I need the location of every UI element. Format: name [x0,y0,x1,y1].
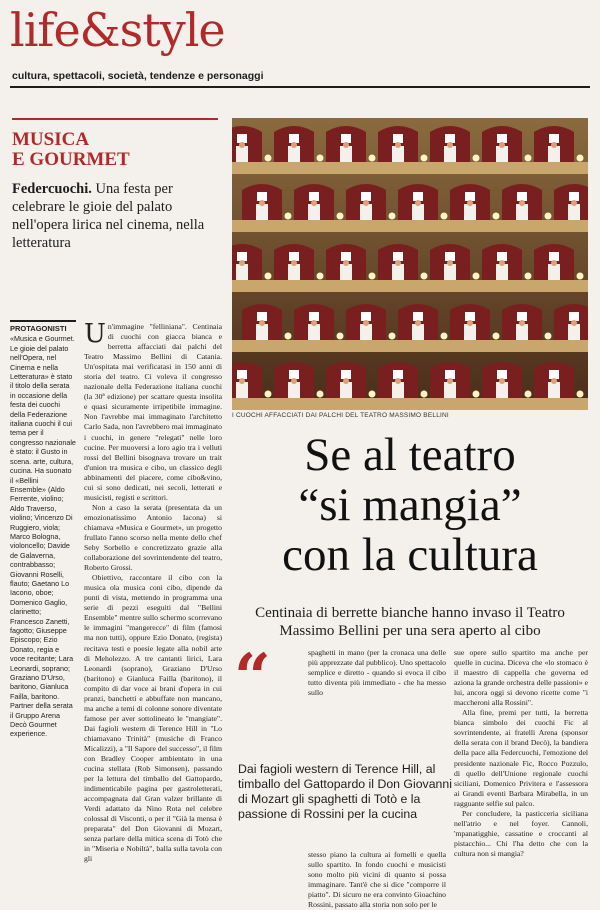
chef-face [499,378,505,384]
chef-figure [464,324,476,340]
headline-line1: Se al teatro [304,429,516,481]
section-rule [12,118,218,120]
balcony-rail [232,340,588,352]
chef-figure [568,324,580,340]
chef-face [291,142,297,148]
chef-face [499,142,505,148]
chef-figure [516,324,528,340]
chef-face [395,260,401,266]
chef-hat [341,370,351,379]
chef-face [239,378,245,384]
article-paragraph: Alla fine, premi per tutti, la berretta bianca simbolo dei cuochi Fic al sovrintendente, ai fratelli Arena (sponsor della serata con il brand Decò), la bandiera della pace alla Federcuochi, l'emozione del presidente nazionale Fic, Rocco Pozzulo, di quello dell'Unione regionale cuochi siciliani, Domenico Privitera e l'assessora ai Grandi eventi Barbara Mirabella, in un ragguante selfie sul palco. [454,708,588,808]
chef-face [447,378,453,384]
chef-figure [288,264,300,280]
sidebar-protagonisti [10,320,76,739]
article-paragraph: Obiettivo, raccontare il cibo con la musica ola musica coni cibo, dipende da punti di vista, mettendo in programma una serie di pezzi eseguiti dal "Bellini Ensemble" mentre sullo schermo scorrevano le immagini "mangerecce" di film (famosi ma non tutti), oppure Ezio Donato, (regista) recitava testi e poesie legate alla nobil arte di Meholezzo. A tre cantanti lirici, Lara Leonardi (soprano), Graziano D'Urso (baritono) e Gianluca Failla (baritono), il compito di dar voce ai brani d'opera in cui pranzi, banchetti e abbuffate non mancano, ma anche a temi di colonne sonore diventate famose per aver sottolineato le "mangiate". Dai fagioli western di Terence Hill in "Lo chiamavano Trinità" (musiche di Franco Micalizzi), a "Il Sapore del successo", il film con Bradley Cooper ambientato in una cucina stellata (Rob Simonsen), passando per la lettura del timballo del Gattopardo, indimenticabile pagina per gastroletterati, accompagnata dal Gran valzer brillante di Verdi adattato da Nino Rota nel celebre colossal di Visconti, o per il "Già la mensa è preparata" del Don Giovanni di Mozart, senza parlare della mitica scena di Totò che in "Miseria e Nobiltà", balla sulla tavola con gli [84,573,222,864]
chef-face [363,320,369,326]
chef-face [551,260,557,266]
article-paragraph: sue opere sullo spartito ma anche per quelle in cucina. Diceva che «lo stomaco è il maestro di cappella che governa ed aziona la grande orchestra delle passioni» e lui, ancora oggi si devono ricette come "i maccheroni alla Rossini". [454,648,588,708]
sidebar-text: «Musica e Gourmet. Le gioie del palato nell'Opera, nel Cinema e nella Letteratura» è stato il titolo della serata in occasione della festa dei cuochi della Federazione italiana cuochi il cui tema per il congresso nazionale è stato: il Gusto in scena. arte, cultura, cucina. Ha suonato il «Bellini Ensemble» (Aldo Ferrente, violino; Aldo Traverso, violino; Vincenzo Di Ruggiero, viola; Marco Bologna, violoncello; Davide de Galaverna, contrabbasso; Giovanni Roselli, flauto; Gaetano Lo Iacono, oboe; Domenico Gaglio, clarinetto; Francesco Zanetti, fagotto; Giuseppe Episcopo; Ezio Donato, regia e voce recitante; Lara Leonardi, soprano; Graziano D'Urso, baritono, Gianluca Failla, baritono. Partner della serata il Gruppo Arena Decò Gourmet experience. [10,334,76,739]
chef-figure [568,204,580,220]
lamp [265,155,272,162]
lamp [421,273,428,280]
lamp [337,333,344,340]
chef-figure [288,382,300,398]
chef-figure [256,204,268,220]
lamp [545,213,552,220]
chef-hat [413,312,423,321]
lamp [473,273,480,280]
chef-face [467,320,473,326]
chef-figure [496,146,508,162]
lamp [285,333,292,340]
chef-face [551,142,557,148]
intro-text [12,180,226,252]
lamp [421,391,428,398]
chef-hat [569,312,579,321]
chef-figure [308,324,320,340]
chef-hat [237,252,247,261]
chef-face [415,320,421,326]
chef-face [395,142,401,148]
lamp [493,333,500,340]
headline-line3: con la cultura [282,529,538,581]
lamp [577,155,584,162]
lamp [525,391,532,398]
chef-face [311,200,317,206]
pull-quote: Dai fagioli western di Terence Hill, al timballo del Gattopardo il Don Giovanni di Mozart gli spaghetti di Totò e la passione di Rossini per la cucina [238,762,452,821]
chef-hat [445,252,455,261]
chef-figure [444,382,456,398]
chef-hat [517,312,527,321]
chef-hat [549,252,559,261]
chef-figure [360,204,372,220]
balcony-rail [232,398,588,410]
chef-figure [308,204,320,220]
chef-hat [413,192,423,201]
chef-face [259,200,265,206]
chef-face [291,378,297,384]
article-paragraph: Per concludere, la pasticceria siciliana nell'atrio e nel foyer. Cannoli, 'mpanatigghie, cassatine e croccanti al pistacchio... Chi l'ha detto che con la cultura non si mangia? [454,808,588,858]
lamp [577,391,584,398]
article-column-3 [454,648,588,859]
chef-face [447,260,453,266]
chef-face [395,378,401,384]
article-column-2-top: spaghetti in mano (per la cronaca una delle più apprezzate dal pubblico). Uno spettacolo semplice e diretto - quando si evoca il cibo tutto diventa più immediato - che ha messo sullo [308,648,446,698]
photo-caption: I CUOCHI AFFACCIATI DAI PALCHI DEL TEATRO MASSIMO BELLINI [232,412,449,419]
lamp [473,391,480,398]
lamp [421,155,428,162]
quote-mark-icon: “ [234,640,271,715]
lamp [369,273,376,280]
headline [232,430,588,580]
chef-figure [236,146,248,162]
chef-hat [517,192,527,201]
chef-hat [393,370,403,379]
chef-hat [445,370,455,379]
chef-hat [569,192,579,201]
chef-face [259,320,265,326]
chef-figure [412,324,424,340]
lamp [577,273,584,280]
chef-hat [497,252,507,261]
lamp [337,213,344,220]
section-label [12,130,130,170]
chef-hat [341,134,351,143]
chef-hat [237,370,247,379]
drop-cap: U [84,319,106,349]
masthead-rule [10,86,590,88]
lamp [493,213,500,220]
chef-face [519,200,525,206]
chef-figure [496,264,508,280]
chef-face [467,200,473,206]
section-label-line1: MUSICA [12,129,90,150]
balcony-rail [232,162,588,174]
lamp [389,333,396,340]
lamp [265,391,272,398]
chef-figure [496,382,508,398]
chef-hat [497,134,507,143]
chef-figure [392,382,404,398]
chef-hat [361,312,371,321]
lamp [441,213,448,220]
article-paragraph: Non a caso la serata (presentata da un emozionatissimo Antonio Iacona) si chiamava «Musica e Gourmet», un progetto frullato l'anno scorso nella mente dello chef Seby Sorbello e concretizzato grazie alla collaborazione del sovrintendente del teatro, Roberto Grossi. [84,502,222,573]
chef-face [447,142,453,148]
chef-hat [445,134,455,143]
lamp [285,213,292,220]
chef-face [415,200,421,206]
intro-body: Una festa per celebrare le gioie del palato nell'opera lirica nel cinema, nella letteratura [12,181,205,251]
lamp [369,155,376,162]
chef-hat [289,252,299,261]
chef-figure [548,264,560,280]
chef-figure [340,146,352,162]
chef-face [571,320,577,326]
article-column-1 [84,319,222,865]
article-paragraph [84,319,222,503]
masthead-tagline: cultura, spettacoli, società, tendenze e personaggi [12,70,264,82]
chef-figure [392,264,404,280]
chef-figure [444,146,456,162]
chef-hat [257,192,267,201]
chef-figure [236,264,248,280]
chef-hat [497,370,507,379]
chef-face [239,260,245,266]
sidebar-heading: PROTAGONISTI [10,320,76,333]
balcony-rail [232,280,588,292]
subheadline: Centinaia di berrette bianche hanno invaso il Teatro Massimo Bellini per una sera aperto al cibo [255,605,565,639]
chef-figure [360,324,372,340]
chef-face [519,320,525,326]
chef-figure [340,382,352,398]
lamp [473,155,480,162]
chef-figure [412,204,424,220]
chef-hat [549,134,559,143]
chef-face [311,320,317,326]
chef-figure [548,146,560,162]
chef-hat [289,134,299,143]
lamp [317,155,324,162]
chef-hat [361,192,371,201]
chef-hat [257,312,267,321]
chef-hat [341,252,351,261]
chef-figure [548,382,560,398]
chef-face [363,200,369,206]
chef-figure [464,204,476,220]
chef-face [239,142,245,148]
balcony-rail [232,220,588,232]
lamp [545,333,552,340]
article-column-2-bottom: stesso piano la cultura ai fornelli e quella sullo spartito. In fondo cuochi e musicisti sono molto più vicini di quanto si possa immaginare. Tant'è che si dice "comporre il piatto". Di sicuro ne era convinto Gioachino Rossini, passato alla storia non solo per le [308,850,446,910]
lamp [317,391,324,398]
lamp [317,273,324,280]
chef-face [551,378,557,384]
lamp [265,273,272,280]
theatre-photo-illustration [232,118,588,410]
chef-hat [465,192,475,201]
lamp [525,155,532,162]
chef-hat [237,134,247,143]
masthead-title: life&style [10,3,225,57]
chef-hat [549,370,559,379]
chef-figure [236,382,248,398]
lamp [525,273,532,280]
article-paragraph-text: n'immagine "felliniana". Centinaia di cuochi con giacca bianca e berretta affacciati dai palchi del Teatro Massimo Bellini di Catania. Un'ospitata mai verificatasi in 150 anni di storia del teatro. Ci voleva il congresso nazionale della Federazione italiana cuochi (la 30ª edizione) per scattare questa insolita e quasi sicuramente irripetibile immagine. Non l'avrebbe mai immaginato l'architetto Carlo Sada, non l'avrebbero mai immaginato i cuochi, in genere "relegati" nelle loro cucine. Per muoversi a loro agio tra i velluti rossi del Bellini bisognava trovare un trait d'union tra musica e cibo, un classico degli abbinamenti del piacere, come cibo&vino, cui si sono dedicati, nei secoli, letterati e musicisti, registi e scrittori. [84,322,222,502]
chef-hat [309,192,319,201]
chef-face [343,378,349,384]
theatre-photo [232,118,588,410]
lamp [441,333,448,340]
lamp [369,391,376,398]
chef-hat [465,312,475,321]
chef-hat [393,252,403,261]
chef-face [343,142,349,148]
chef-figure [340,264,352,280]
chef-figure [516,204,528,220]
chef-figure [392,146,404,162]
chef-hat [289,370,299,379]
headline-line2: “si mangia” [298,479,522,531]
section-label-line2: E GOURMET [12,149,130,170]
chef-face [499,260,505,266]
chef-face [571,200,577,206]
chef-figure [288,146,300,162]
intro-lead: Federcuochi. [12,181,92,197]
chef-hat [309,312,319,321]
lamp [389,213,396,220]
chef-figure [444,264,456,280]
chef-face [343,260,349,266]
chef-face [291,260,297,266]
chef-figure [256,324,268,340]
chef-hat [393,134,403,143]
